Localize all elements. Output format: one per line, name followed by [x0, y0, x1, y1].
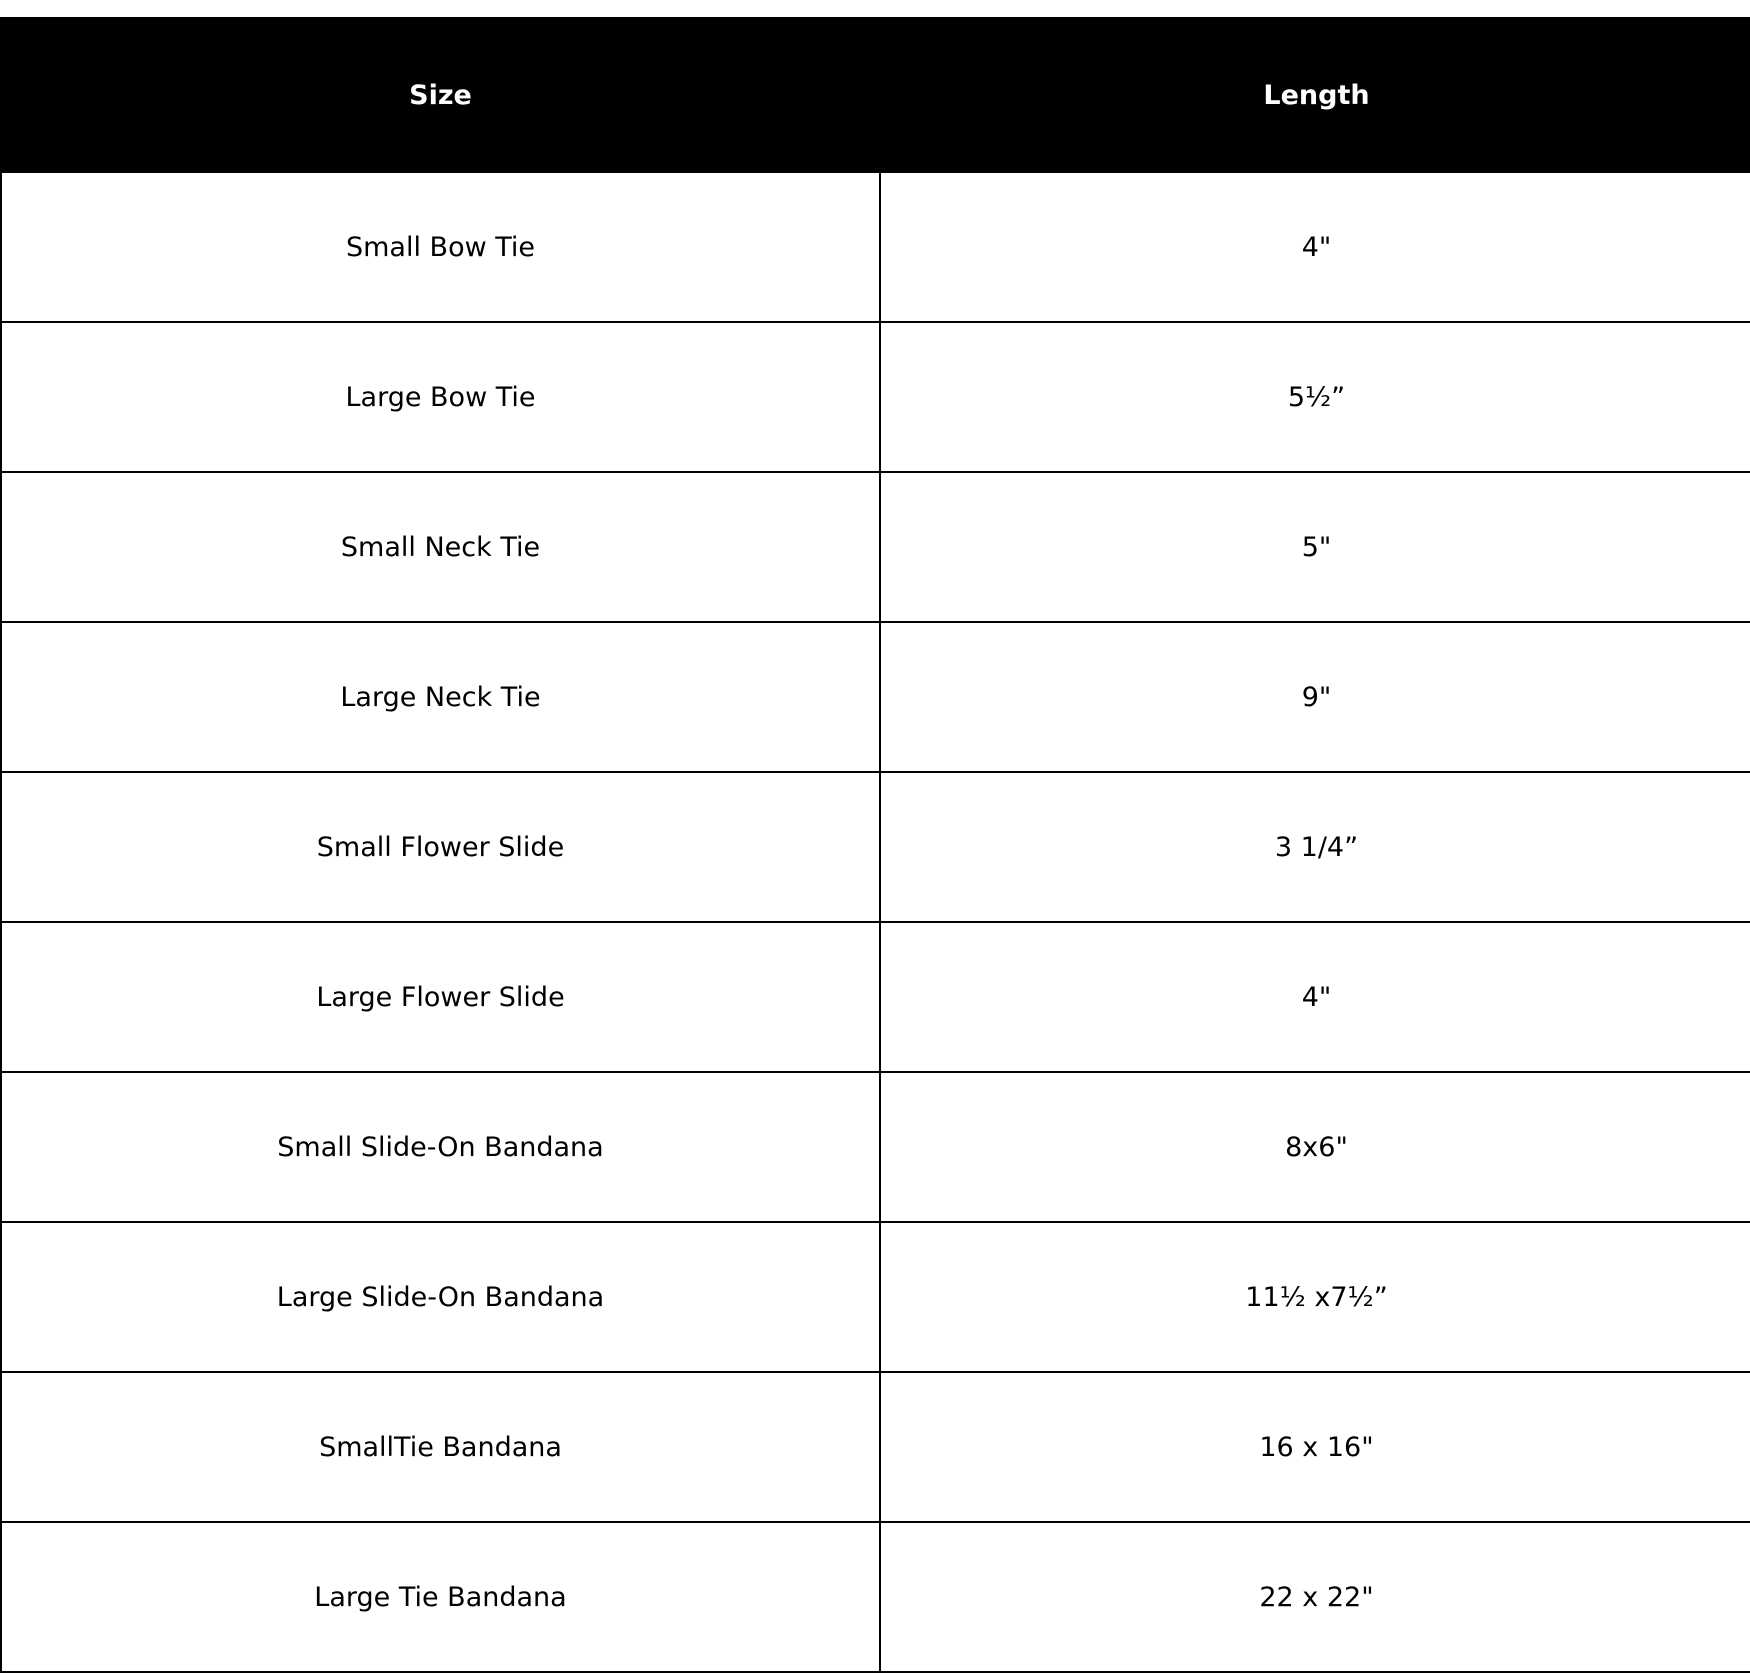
length-cell: 3 1/4” — [880, 772, 1750, 922]
length-cell: 9" — [880, 622, 1750, 772]
size-cell: Large Neck Tie — [1, 622, 880, 772]
header-row — [1, 18, 1750, 172]
length-cell: 4" — [880, 922, 1750, 1072]
size-cell: Small Neck Tie — [1, 472, 880, 622]
table-row — [1, 1522, 1750, 1672]
length-cell: 22 x 22" — [880, 1522, 1750, 1672]
size-cell: Small Bow Tie — [1, 172, 880, 322]
table-row — [1, 1372, 1750, 1522]
length-cell: 5½” — [880, 322, 1750, 472]
size-cell: Large Bow Tie — [1, 322, 880, 472]
size-cell: SmallTie Bandana — [1, 1372, 880, 1522]
length-cell: 5" — [880, 472, 1750, 622]
table-row — [1, 1222, 1750, 1372]
length-cell: 11½ x7½” — [880, 1222, 1750, 1372]
size-cell: Large Tie Bandana — [1, 1522, 880, 1672]
size-cell: Large Slide-On Bandana — [1, 1222, 880, 1372]
table-row — [1, 922, 1750, 1072]
table-row — [1, 322, 1750, 472]
size-cell: Small Flower Slide — [1, 772, 880, 922]
size-cell: Large Flower Slide — [1, 922, 880, 1072]
table-row — [1, 622, 1750, 772]
table-row — [1, 472, 1750, 622]
size-cell: Small Slide-On Bandana — [1, 1072, 880, 1222]
header-size: Size — [1, 18, 880, 172]
length-cell: 4" — [880, 172, 1750, 322]
size-chart-table — [0, 17, 1750, 1673]
table-row — [1, 772, 1750, 922]
length-cell: 16 x 16" — [880, 1372, 1750, 1522]
table-row — [1, 1072, 1750, 1222]
table-body — [1, 172, 1750, 1672]
table-header — [1, 18, 1750, 172]
length-cell: 8x6" — [880, 1072, 1750, 1222]
table-row — [1, 172, 1750, 322]
header-length: Length — [880, 18, 1750, 172]
